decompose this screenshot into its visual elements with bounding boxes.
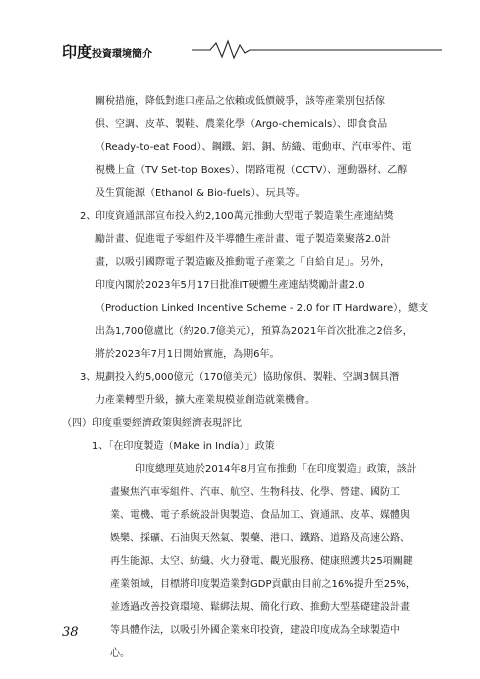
text-line	[62, 504, 422, 527]
line-text: （四）印度重要經濟政策與經濟表現評比	[62, 418, 242, 429]
line-text: 及生質能源（Ethanol & Bio-fuels）、玩具等。	[95, 188, 306, 199]
text-line	[62, 320, 422, 343]
line-text: 力產業轉型升級，擴大產業規模並創造就業機會。	[95, 395, 315, 406]
line-text: 視機上盒（TV Set-top Boxes）、閉路電視（CCTV）、運動器材、乙醇	[95, 165, 408, 176]
text-line	[62, 343, 422, 366]
text-line	[62, 435, 422, 458]
text-line	[62, 389, 422, 412]
text-line	[62, 412, 422, 435]
text-line	[62, 619, 422, 642]
line-text: 俱、空調、皮革、製鞋、農業化學（Argo-chemicals）、即食食品	[95, 119, 388, 130]
header-title	[62, 41, 152, 62]
text-line	[62, 527, 422, 550]
text-line	[62, 159, 422, 182]
list-number: 3、	[80, 372, 97, 383]
line-text: 出為1,700億盧比（約20.7億美元），預算為2021年首次批准之2倍多，	[95, 326, 413, 337]
line-text: 並透過改善投資環境、鬆綁法規、簡化行政、推動大型基礎建設計畫	[110, 602, 410, 613]
text-line	[62, 481, 422, 504]
line-text: （Ready-to-eat Food）、鋼鐵、鋁、銅、紡織、電動車、汽車零件、電	[95, 142, 412, 153]
line-text: 畫，以吸引國際電子製造廠及推動電子產業之「自給自足」。另外，	[95, 257, 390, 268]
line-text: 業、電機、電子系統設計與製造、食品加工、資通訊、皮革、媒體與	[110, 510, 410, 521]
line-text: 規劃投入約5,000億元（170億美元）協助傢俱、製鞋、空調3個具潛	[95, 372, 400, 383]
header-title-sub: 投資環境簡介	[92, 49, 153, 60]
header-pulse-rule	[192, 38, 442, 60]
line-text: 勵計畫、促進電子零組件及半導體生產計畫、電子製造業聚落2.0計	[95, 234, 391, 245]
body-text	[62, 90, 429, 665]
text-line	[62, 596, 422, 619]
line-text: 再生能源、太空、紡織、火力發電、觀光服務、健康照護共25項關鍵	[110, 556, 413, 567]
text-line	[62, 90, 422, 113]
text-line	[62, 366, 422, 389]
list-number: 2、	[80, 211, 97, 222]
line-text: 關稅措施，降低對進口產品之依賴或低價競爭，該等產業別包括傢	[95, 96, 385, 107]
text-line	[62, 228, 422, 251]
text-line	[62, 642, 422, 665]
text-line	[62, 182, 422, 205]
running-header	[62, 38, 442, 60]
text-line	[62, 136, 422, 159]
text-line	[62, 113, 422, 136]
page-number: 38	[62, 625, 79, 640]
line-text: 心。	[110, 648, 130, 659]
line-text: 產業領域，目標將印度製造業對GDP貢獻由目前之16%提升至25%，	[110, 579, 416, 590]
line-text: （Production Linked Incentive Scheme - 2.0 for IT Hardware），總支	[95, 303, 429, 314]
header-title-main: 印度	[62, 43, 93, 61]
line-text: 印度內閣於2023年5月17日批准IT硬體生產連結獎勵計畫2.0	[95, 280, 365, 291]
line-text: 娛樂、採礦、石油與天然氣、製藥、港口、鐵路、道路及高速公路、	[110, 533, 410, 544]
line-text: 將於2023年7月1日開始實施，為期6年。	[95, 349, 280, 360]
text-line	[62, 205, 422, 228]
line-text: 等具體作法，以吸引外國企業來印投資，建設印度成為全球製造中	[110, 625, 400, 636]
line-text: 1、「在印度製造（Make in India）」政策	[92, 441, 275, 452]
line-text: 印度總理莫迪於2014年8月宣布推動「在印度製造」政策，該計	[135, 464, 417, 475]
line-text: 印度資通訊部宣布投入約2,100萬元推動大型電子製造業生產連結獎	[95, 211, 394, 222]
text-line	[62, 458, 422, 481]
text-line	[62, 550, 422, 573]
text-line	[62, 274, 422, 297]
line-text: 畫聚焦汽車零組件、汽車、航空、生物科技、化學、營建、國防工	[110, 487, 400, 498]
text-line	[62, 297, 429, 320]
text-line	[62, 251, 422, 274]
text-line	[62, 573, 422, 596]
